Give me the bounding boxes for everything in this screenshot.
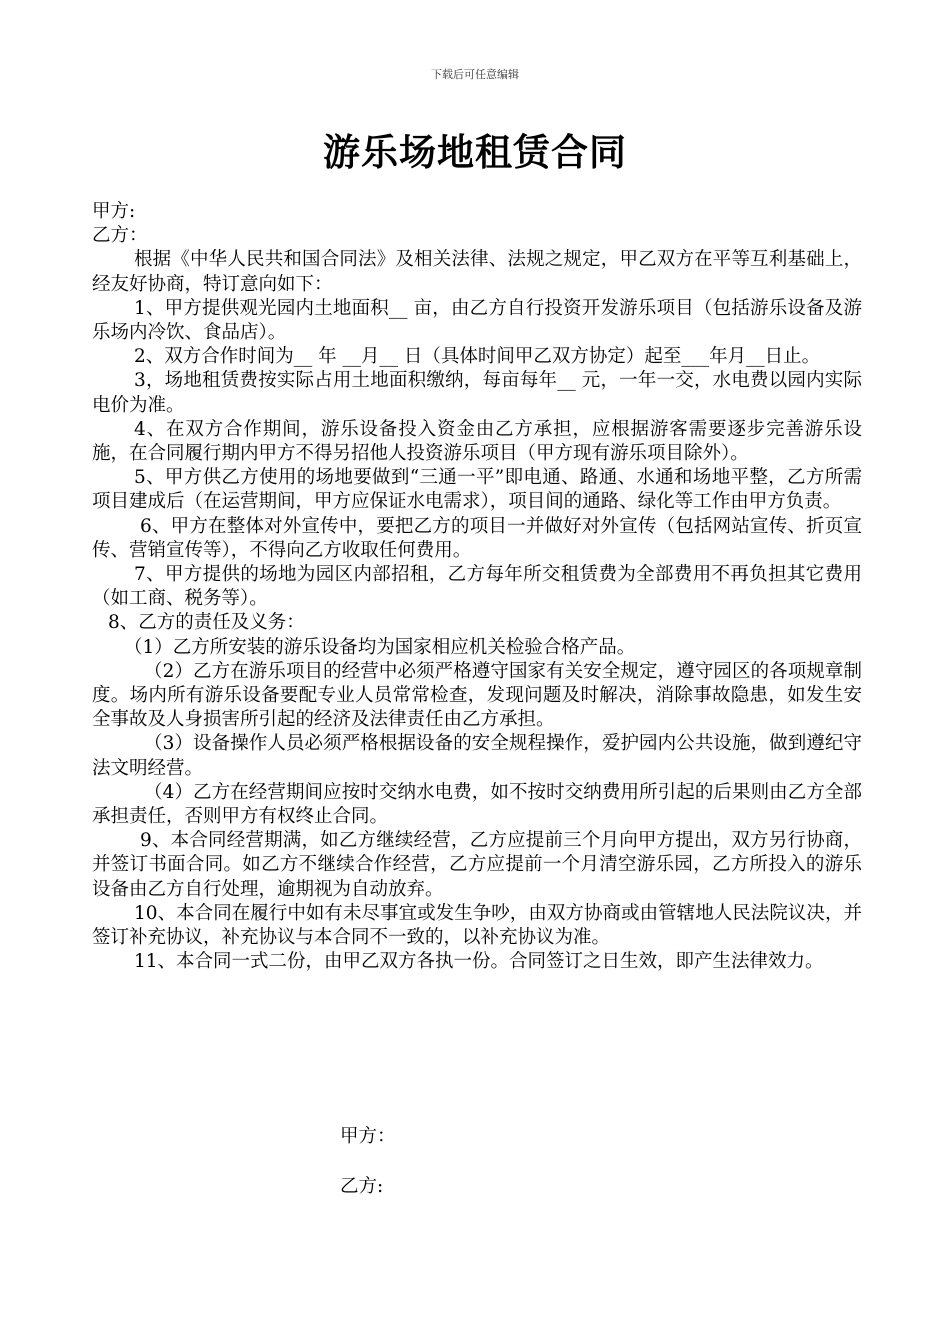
clause-8-item-3: （3）设备操作人员必须严格根据设备的安全规程操作，爱护园内公共设施，做到遵纪守法文明经营。: [92, 733, 862, 779]
contract-body: [92, 200, 862, 975]
clause-10: 10、本合同在履行中如有未尽事宜或发生争吵，由双方协商或由管辖地人民法院议决，并签订补充协议，补充协议与本合同不一致的，以补充协议为准。: [92, 902, 862, 949]
clause-9: 9、本合同经营期满，如乙方继续经营，乙方应提前三个月向甲方提出，双方另行协商，并签订书面合同。如乙方不继续合作经营，乙方应提前一个月清空游乐园，乙方所投入的游乐设备由乙方自行处理，逾期视为自动放弃。: [92, 830, 862, 900]
clause-8: 8、乙方的责任及义务：: [108, 612, 305, 634]
clause-3: 3，场地租赁费按实际占用土地面积缴纳，每亩每年__ 元，一年一交，水电费以园内实际电价为准。: [92, 370, 862, 416]
signature-party-b: 乙方:: [340, 1176, 384, 1197]
party-a-line: 甲方:: [92, 201, 136, 222]
clause-5: 5、甲方供乙方使用的场地要做到“三通一平”即电通、路通、水通和场地平整，乙方所需项目建成后（在运营期间，甲方应保证水电需求），项目间的通路、绿化等工作由甲方负责。: [92, 467, 862, 513]
document-title: 游乐场地租赁合同: [323, 130, 627, 174]
clause-8-item-1: （1）乙方所安装的游乐设备均为国家相应机关检验合格产品。: [124, 636, 636, 658]
clause-8-item-4: （4）乙方在经营期间应按时交纳水电费，如不按时交纳费用所引起的后果则由乙方全部承担责任，否则甲方有权终止合同。: [92, 781, 862, 828]
clause-7: 7、甲方提供的场地为园区内部招租，乙方每年所交租赁费为全部费用不再负担其它费用（如工商、税务等）。: [92, 564, 862, 610]
clause-2: 2、双方合作时间为__ 年 __月__ 日（具体时间甲乙双方协定）起至___年月__日止。: [134, 346, 821, 368]
signature-party-a: 甲方：: [340, 1126, 396, 1147]
clause-1: 1、甲方提供观光园内土地面积__ 亩，由乙方自行投资开发游乐项目（包括游乐设备及游乐场内冷饮、食品店）。: [92, 297, 862, 344]
preamble-paragraph: 根据《中华人民共和国合同法》及相关法律、法规之规定，甲乙双方在平等互利基础上，经友好协商，特订意向如下：: [92, 249, 862, 295]
clause-11: 11、本合同一式二份，由甲乙双方各执一份。合同签订之日生效，即产生法律效力。: [134, 951, 824, 973]
header-note: 下载后可任意编辑: [431, 68, 519, 81]
party-b-line: 乙方：: [92, 225, 148, 247]
clause-8-item-2: （2）乙方在游乐项目的经营中必须严格遵守国家有关安全规定，遵守园区的各项规章制度。场内所有游乐设备要配专业人员常常检查，发现问题及时解决，消除事故隐患，如发生安全事故及人身损害所引起的经济及法律责任由乙方承担。: [92, 660, 862, 731]
clause-6: 6、甲方在整体对外宣传中，要把乙方的项目一并做好对外宣传（包括网站宣传、折页宣传、营销宣传等），不得向乙方收取任何费用。: [92, 515, 862, 561]
clause-4: 4、在双方合作期间，游乐设备投入资金由乙方承担，应根据游客需要逐步完善游乐设施，在合同履行期内甲方不得另招他人投资游乐项目（甲方现有游乐项目除外）。: [92, 418, 862, 465]
